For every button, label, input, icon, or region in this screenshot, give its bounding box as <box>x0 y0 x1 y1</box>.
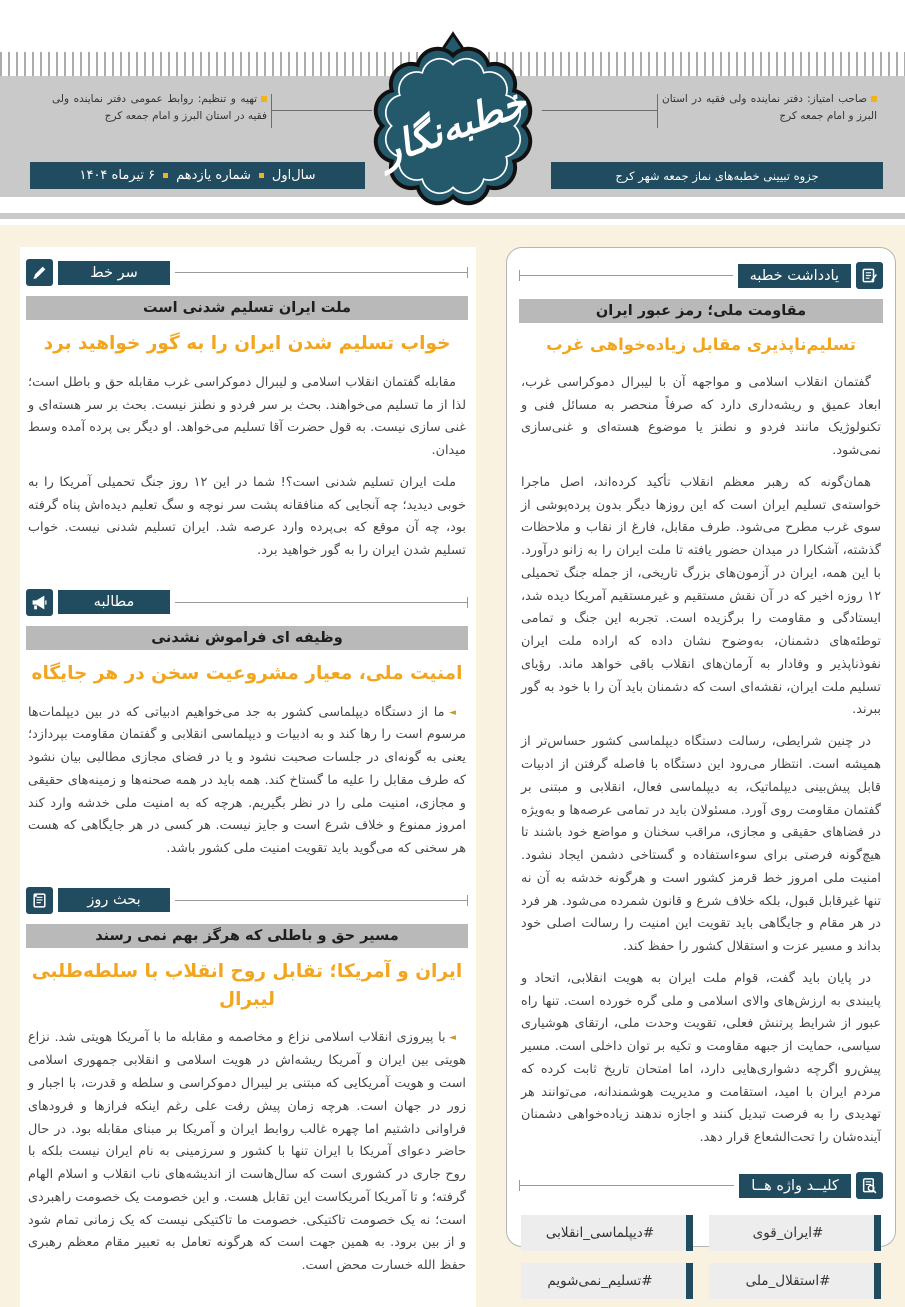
section-head-bahse-rooz <box>26 887 468 914</box>
document-icon <box>26 887 53 914</box>
hashtag-chip[interactable]: #استقلال_ملی <box>709 1263 881 1299</box>
note-kicker: مقاومت ملی؛ رمز عبور ایران <box>519 299 883 323</box>
sarkhat-paragraph: ملت ایران تسلیم شدنی است؟! شما در این ۱۲ روز جنگ تحمیلی آمریکا را به خوبی دیدید؛ چه آنجایی که منافقانه پشت سر نوچه و سگ تعلیم دیده‌اش پناه گرفته بود، چه آن موقع که بی‌پرده وارد عرصه شد. ایران تسلیم شدنی نیست. خواب تسلیم شدن ایران را به گور خواهید برد. <box>28 474 466 559</box>
logo-medallion <box>355 26 551 226</box>
sarkhat-headline: خواب تسلیم شدن ایران را به گور خواهید برد <box>43 333 451 354</box>
logo-calligraphy: خطبه‌نگار <box>373 79 533 175</box>
page-content <box>0 225 905 1307</box>
logo-graphic <box>355 26 551 226</box>
issue-date: ۶ تیرماه ۱۴۰۴ <box>79 168 156 183</box>
note-paragraph: در پایان باید گفت، قوام ملت ایران به هویت انقلابی، اتحاد و پایبندی به ارزش‌های والای اسلامی و ملی گره خورده است. تنها راه عبور از شرایط پرتنش فعلی، تقویت وحدت ملی، ارتقای هوشیاری سیاسی، حمایت از جبهه مقاومت و تکیه بر توان داخلی است. مسیر پیش‌رو اگرچه دشواری‌هایی دارد، اما امتحان تاریخ ثابت کرده که مردم ایران با امید، استقامت و مدیریت هوشمندانه، می‌توانند هر تهدیدی را به فرصت تبدیل کنند و اجازه ندهند زیاده‌خواهی دشمنان آینده‌شان را تحت‌الشعاع قرار دهد. <box>521 970 881 1146</box>
tab-keywords: کلیــد واژه هــا <box>739 1174 851 1198</box>
sarkhat-kicker: ملت ایران تسلیم شدنی است <box>26 296 468 320</box>
motalebe-headline: امنیت ملی، معیار مشروعیت سخن در هر جایگاه <box>31 662 463 684</box>
hashtag-chip[interactable]: #دیپلماسی_انقلابی <box>521 1215 693 1251</box>
note-paragraph: در چنین شرایطی، رسالت دستگاه دیپلماسی کشور حساس‌تر از همیشه است. انتظار می‌رود این دستگاه با فاصله گرفتن از ادبیات قابل پیش‌بینی دیپلماتیک، به دیپلماسی فعال، انقلابی و مبتنی بر گفتمان مقاومت روی آورد. مسئولان باید در تمامی عرصه‌ها و به‌ویژه در فضاهای حقیقی و مجازی، مراقب سخنان و مواضع خود باشند تا هیچ‌گونه فرصتی برای سوءاستفاده و گستاخی دشمن ایجاد نشود. امنیت ملی امروز خط قرمز کشور است و هرگونه خدشه به آن نه تنها غیرقابل قبول، بلکه خلاف شرع و قانون شمرده می‌شود. هر فرد در هر مقام و جایگاهی باید تقویت این امنیت را رسالت اصلی خود بداند و مسیر عزت و استقلال کشور را حفظ کند. <box>521 734 881 955</box>
tagline-bar: جزوه تبیینی خطبه‌های نماز جمعه شهر کرج <box>551 162 883 189</box>
section-head-sarkhat <box>26 259 468 286</box>
bahse-rooz-kicker: مسیر حق و باطلی که هرگز بهم نمی رسند <box>26 924 468 948</box>
separator-square <box>259 173 264 178</box>
section-rule <box>175 602 468 603</box>
megaphone-icon <box>26 589 53 616</box>
section-rule <box>175 272 468 273</box>
article-note <box>519 299 883 1150</box>
article-bahse-rooz <box>26 924 468 1278</box>
section-head-motalebe <box>26 589 468 616</box>
section-rule <box>519 1185 734 1186</box>
article-motalebe <box>26 626 468 861</box>
hashtag-chip[interactable]: #ایران_قوی <box>709 1215 881 1251</box>
issue-bar <box>30 162 365 189</box>
article-sarkhat <box>26 296 468 563</box>
yellow-square-bullet <box>261 96 267 102</box>
divider-tick <box>657 94 658 128</box>
note-paragraph: گفتمان انقلاب اسلامی و مواجهه آن با لیبرال دموکراسی غرب، ابعاد عمیق و ریشه‌داری دارد که صرفاً منحصر به مسائل فنی و تکنولوژیک مانند فردو و نطنز یا موضوع هسته‌ای و غنی‌سازی نمی‌شود. <box>521 374 881 459</box>
section-rule <box>519 275 733 276</box>
tab-khotbeh-note: یادداشت خطبه <box>738 264 851 288</box>
motalebe-paragraph: ◄ ما از دستگاه دیپلماسی کشور به جد می‌خواهیم ادبیاتی که در بین دیپلمات‌ها مرسوم است را رها کند و به ادبیات و دیپلماسی انقلابی و گفتمان مقاومت بپردازد؛ یعنی به گونه‌ای در جلسات صحبت نشود و یا در فضای مجازی مطالبی بیان نشود که طرف مقابل را علیه ما گستاخ کند. همه باید در همه صحنه‌ها و زمینه‌های حقیقی و مجازی، امنیت ملی را در نظر بگیریم. هرچه که به امنیت ملی خدشه وارد کند امروز ممنوع و خلاف شرع است و جایز نیست. هر کسی در هر جایگاهی که هست هر سخنی که می‌گوید باید تقویت امنیت ملی کشور باشد. <box>28 702 466 861</box>
bahse-rooz-headline: ایران و آمریکا؛ تقابل روح انقلاب با سلطه‌طلبی لیبرال <box>31 960 463 1010</box>
hashtag-grid <box>521 1215 881 1299</box>
khotbeh-note-panel <box>506 247 896 1290</box>
issue-number: شماره یازدهم <box>176 168 251 183</box>
tab-motalebe: مطالبه <box>58 590 170 614</box>
bahse-rooz-paragraph: ◄ با پیروزی انقلاب اسلامی نزاع و مخاصمه و مقابله ما با آمریکا هویتی شد. نزاع هویتی بین ایران و آمریکا ریشه‌اش در هویت اسلامی و انقلابی جمهوری اسلامی است و هویت آمریکایی که مبتنی بر لیبرال دموکراسی و سلطه و قدرت، با اجبار و زور در جهان است. هرچه زمان پیش رفت علی رغم اینکه فرازها و فرودهای فراوانی داشتیم اما چهره غالب روابط ایران و آمریکا بر مبنای مقابله بود. در حال حاضر دعوای آمریکا با ایران تنها با کشور و سرزمینی به نام ایران نیست بلکه با روح جاری در کشوری است که سال‌هاست از اندیشه‌های ناب انقلاب و اسلام الهام گرفته؛ و تا آمریکا آمریکاست این تقابل هست. و این خصومت یک خصومت راهبردی است؛ نه یک خصومت تاکتیکی. خصومت ما تاکتیکی نیست که یک زمانی تمام شود و از بین برود. به همین جهت است که هرگونه تعامل به تعبیر مقام معظم رهبری حفظ الله خسارت محض است. <box>28 1027 466 1277</box>
note-paragraph: همان‌گونه که رهبر معظم انقلاب تأکید کرده‌اند، اصل ماجرا خواسته‌ی تسلیم ایران است که این روزها دیگر بدون پرده‌پوشی از سوی غرب مطرح می‌شود. طرف مقابل، فارغ از نقاب و ملاحظات گذشته، آشکارا در میدان حضور یافته تا ملت ایران را به زانو درآورد. با این همه، ایران در آزمون‌های بزرگ تاریخی، از جمله جنگ تحمیلی ۱۲ روزه اخیر که در آن نقش مستقیم و غیرمستقیم آمریکا دیده شد، ایستادگی و مقاومت را برگزیده است. تجربه این جنگ و تمامی توطئه‌های دشمنان، به‌وضوح نشان داده که اراده ملت ایران نفوذناپذیر و وفادار به آرمان‌های انقلاب باقی خواهد ماند. رؤیای تسلیم ملت ایران، نقشه‌ای است که دشمنان باید آن را با خود به گور ببرند. <box>521 474 881 718</box>
section-head-note <box>519 262 883 289</box>
yellow-square-bullet <box>871 96 877 102</box>
producer-credit-text: تهیه و تنظیم: روابط عمومی دفتر نماینده ولی فقیه در استان البرز و امام جمعه کرج <box>52 93 267 123</box>
divider-tick <box>271 94 272 128</box>
section-head-keywords <box>519 1172 883 1199</box>
doc-search-icon <box>856 1172 883 1199</box>
publisher-credit <box>662 91 877 126</box>
motalebe-kicker: وظیفه ای فراموش نشدنی <box>26 626 468 650</box>
tab-bahse-rooz: بحث روز <box>58 888 170 912</box>
sarkhat-paragraph: مقابله گفتمان انقلاب اسلامی و لیبرال دموکراسی غرب مقابله حق و باطل است؛ لذا از ما تسلیم می‌خواهند. بحث بر سر فردو و نطنز نیست. بحث بر سر هسته‌ای و غنی سازی نیست. به قول حضرت آقا تسلیم می‌خواهد. او دیگر بی پرده آمده وسط میدان. <box>28 374 466 459</box>
notepad-icon <box>856 262 883 289</box>
hashtag-chip[interactable]: #تسلیم_نمی‌شویم <box>521 1263 693 1299</box>
divider-line <box>542 110 657 111</box>
producer-credit <box>52 91 267 126</box>
note-headline: تسلیم‌ناپذیری مقابل زیاده‌خواهی غرب <box>546 335 856 354</box>
issue-year: سال‌اول <box>271 168 316 183</box>
tab-sarkhat: سر خط <box>58 261 170 285</box>
masthead <box>0 0 905 225</box>
separator-square <box>163 173 168 178</box>
publisher-credit-text: صاحب امتیاز: دفتر نماینده ولی فقیه در استان البرز و امام جمعه کرج <box>662 93 877 123</box>
pen-icon <box>26 259 53 286</box>
main-articles-column <box>20 247 476 1307</box>
section-rule <box>175 900 468 901</box>
